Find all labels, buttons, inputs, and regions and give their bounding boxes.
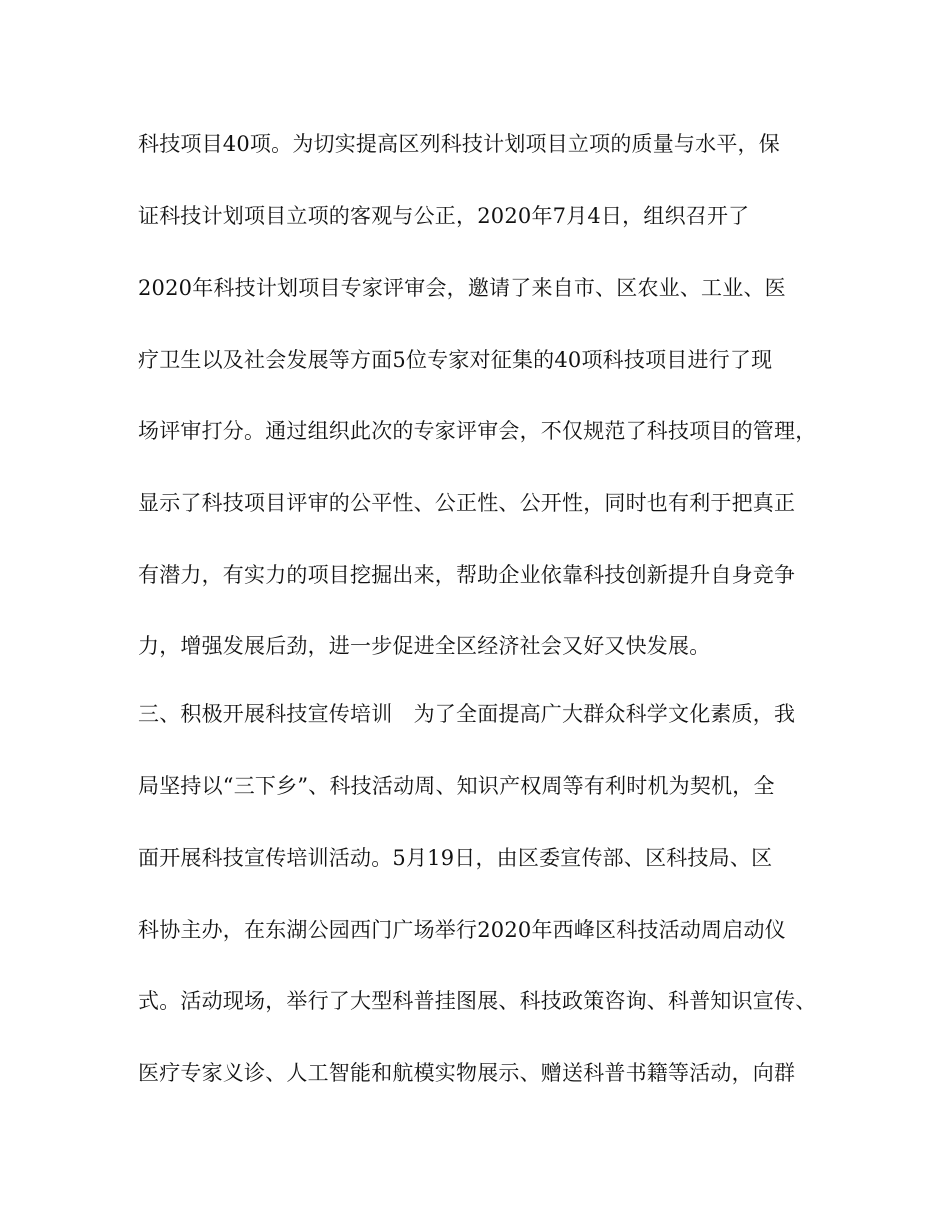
body-text-line: 力，增强发展后劲，进一步促进全区经济社会又好又快发展。 [138, 634, 711, 658]
body-text-line: 证科技计划项目立项的客观与公正，2020年7月4日，组织召开了 [138, 204, 750, 228]
section-heading-line: 三、积极开展科技宣传培训 为了全面提高广大群众科学文化素质，我 [138, 702, 796, 726]
body-text-line: 局坚持以“三下乡”、科技活动周、知识产权周等有利时机为契机，全 [138, 774, 775, 798]
body-text-line: 2020年科技计划项目专家评审会，邀请了来自市、区农业、工业、医 [138, 276, 786, 300]
body-text-line: 疗卫生以及社会发展等方面5位专家对征集的40项科技项目进行了现 [138, 348, 773, 372]
body-text-line: 科协主办，在东湖公园西门广场举行2020年西峰区科技活动周启动仪 [138, 918, 786, 942]
body-text-line: 面开展科技宣传培训活动。5月19日，由区委宣传部、区科技局、区 [138, 846, 773, 870]
body-text-line: 医疗专家义诊、人工智能和航模实物展示、赠送科普书籍等活动，向群 [138, 1061, 796, 1085]
body-text-line: 式。活动现场，举行了大型科普挂图展、科技政策咨询、科普知识宣传、 [138, 989, 817, 1013]
body-text-line: 有潜力，有实力的项目挖掘出来，帮助企业依靠科技创新提升自身竞争 [138, 563, 796, 587]
body-text-line: 场评审打分。通过组织此次的专家评审会，不仅规范了科技项目的管理， [138, 419, 817, 443]
body-text-line: 科技项目40项。为切实提高区列科技计划项目立项的质量与水平，保 [138, 132, 780, 156]
body-text-line: 显示了科技项目评审的公平性、公正性、公开性，同时也有利于把真正 [138, 491, 796, 515]
